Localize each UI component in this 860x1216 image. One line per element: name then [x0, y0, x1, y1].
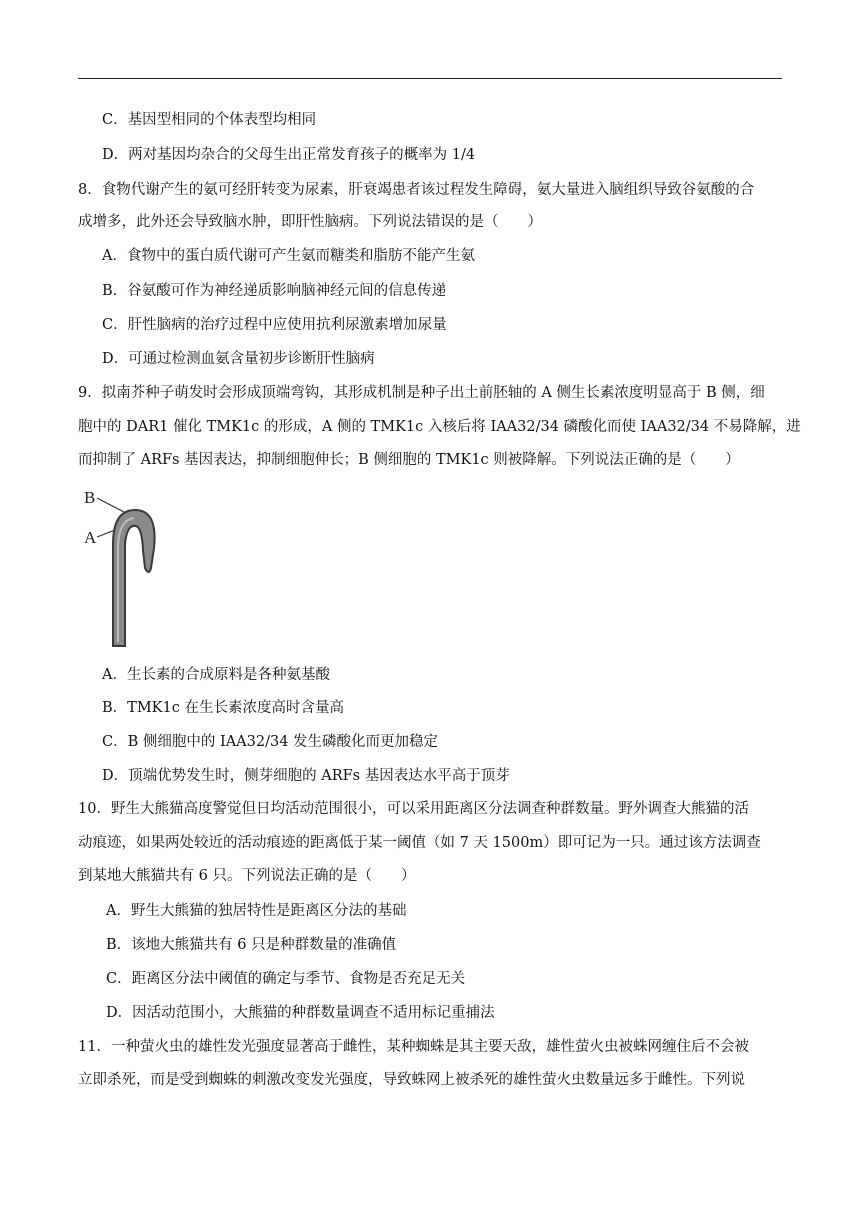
q8-option-d: D．可通过检测血氨含量初步诊断肝性脑病 [102, 351, 375, 367]
apical-hook-figure [80, 484, 170, 652]
q9-stem-line-2: 胞中的 DAR1 催化 TMK1c 的形成，A 侧的 TMK1c 入核后将 IAA32/34 磷酸化而使 IAA32/34 不易降解，进 [78, 419, 801, 435]
prev-option-d: D．两对基因均杂合的父母生出正常发育孩子的概率为 1/4 [102, 147, 476, 163]
q10-stem-line-1: 10．野生大熊猫高度警觉但日均活动范围很小，可以采用距离区分法调查种群数量。野外调查大熊猫的活 [78, 801, 749, 817]
q9-option-a: A．生长素的合成原料是各种氨基酸 [102, 667, 330, 683]
label-b-leader-line [97, 498, 124, 512]
q10-option-a: A．野生大熊猫的独居特性是距离区分法的基础 [106, 903, 407, 919]
q8-stem-line-1: 8．食物代谢产生的氨可经肝转变为尿素，肝衰竭患者该过程发生障碍，氨大量进入脑组织导致谷氨酸的合 [78, 182, 755, 198]
figure-label-b: B [84, 488, 96, 507]
q10-option-d: D．因活动范围小，大熊猫的种群数量调查不适用标记重捕法 [106, 1005, 495, 1021]
header-rule [78, 78, 782, 79]
q9-option-b: B．TMK1c 在生长素浓度高时含量高 [102, 700, 344, 716]
q10-stem-line-2: 动痕迹，如果两处较近的活动痕迹的距离低于某一阈值（如 7 天 1500m）即可记为一只。通过该方法调查 [78, 835, 761, 851]
q11-stem-line-1: 11．一种萤火虫的雄性发光强度显著高于雌性，某种蜘蛛是其主要天敌，雄性萤火虫被蛛网缠住后不会被 [78, 1039, 749, 1055]
q9-option-d: D．顶端优势发生时，侧芽细胞的 ARFs 基因表达水平高于顶芽 [102, 768, 510, 784]
q10-stem-line-3: 到某地大熊猫共有 6 只。下列说法正确的是（ ） [78, 868, 416, 884]
q9-option-c: C．B 侧细胞中的 IAA32/34 发生磷酸化而更加稳定 [102, 734, 439, 750]
q8-option-a: A．食物中的蛋白质代谢可产生氨而糖类和脂肪不能产生氨 [102, 248, 475, 264]
q8-option-b: B．谷氨酸可作为神经递质影响脑神经元间的信息传递 [102, 283, 447, 299]
q8-stem-line-2: 成增多，此外还会导致脑水肿，即肝性脑病。下列说法错误的是（ ） [78, 214, 542, 230]
figure-label-a: A [84, 528, 97, 547]
q8-option-c: C．肝性脑病的治疗过程中应使用抗利尿激素增加尿量 [102, 317, 447, 333]
q9-stem-line-3: 而抑制了 ARFs 基因表达，抑制细胞伸长；B 侧细胞的 TMK1c 则被降解。下列说法正确的是（ ） [78, 452, 740, 468]
q9-stem-line-1: 9．拟南芥种子萌发时会形成顶端弯钩，其形成机制是种子出土前胚轴的 A 侧生长素浓度明显高于 B 侧，细 [78, 385, 765, 401]
q10-option-b: B．该地大熊猫共有 6 只是种群数量的准确值 [106, 937, 397, 953]
q10-option-c: C．距离区分法中阈值的确定与季节、食物是否充足无关 [106, 971, 466, 987]
prev-option-c: C．基因型相同的个体表型均相同 [102, 112, 317, 128]
seedling-hypocotyl-shape [113, 510, 155, 646]
q11-stem-line-2: 立即杀死，而是受到蜘蛛的刺激改变发光强度，导致蛛网上被杀死的雄性萤火虫数量远多于雌性。下列说 [78, 1072, 745, 1088]
